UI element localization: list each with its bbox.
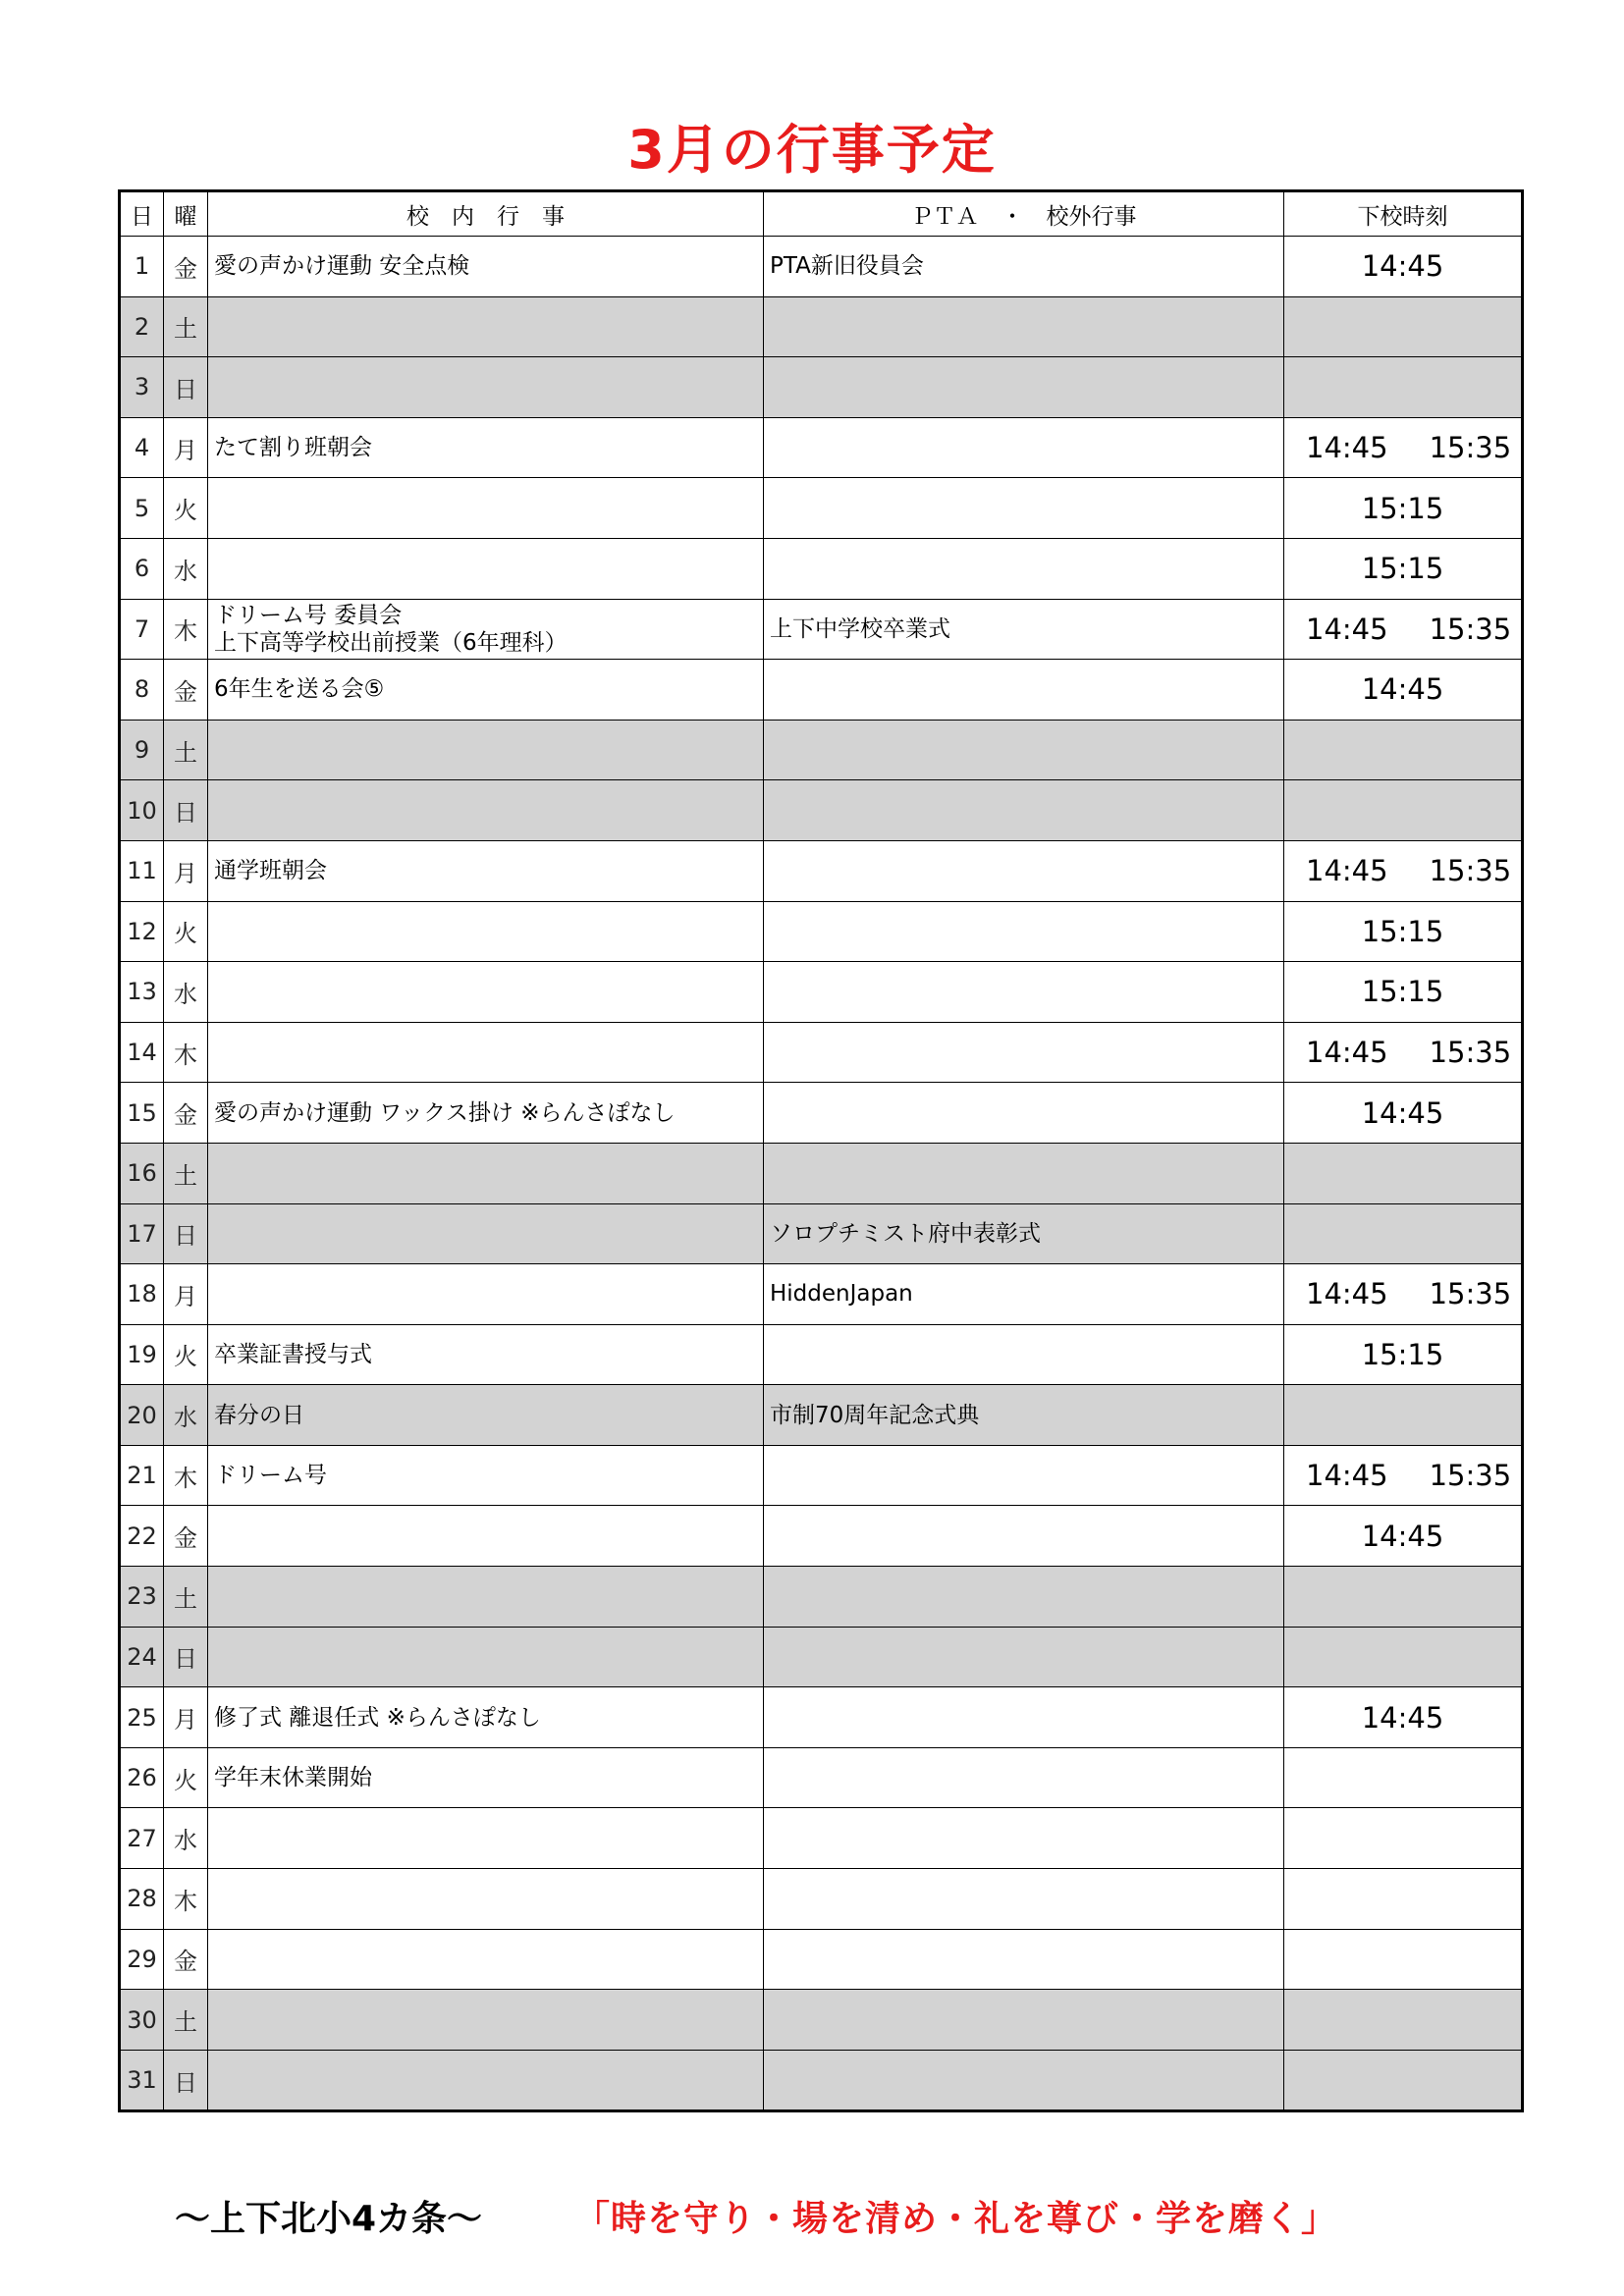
dismissal-time: 14:45 xyxy=(1306,854,1388,888)
footer-motto: 「時を守り・場を清め・礼を尊び・学を磨く」 xyxy=(574,2199,1338,2239)
school-event-text: たて割り班朝会 xyxy=(214,435,372,461)
dismissal-time: 14:45 xyxy=(1306,1277,1388,1311)
pta-event-cell xyxy=(764,901,1284,962)
dismissal-time-cell xyxy=(1284,1506,1523,1567)
school-event-cell xyxy=(208,296,764,357)
school-event-cell xyxy=(208,1022,764,1083)
dismissal-time-cell xyxy=(1284,1869,1523,1930)
day-of-week: 金 xyxy=(164,237,208,297)
table-row xyxy=(120,237,1523,297)
school-event-cell xyxy=(208,2050,764,2111)
table-row xyxy=(120,1445,1523,1506)
table-row xyxy=(120,1385,1523,1446)
pta-event-cell xyxy=(764,1687,1284,1748)
school-event-cell xyxy=(208,1929,764,1990)
table-row xyxy=(120,538,1523,599)
header-pta-events: ＰＴＡ ・ 校外行事 xyxy=(764,191,1284,237)
day-number: 15 xyxy=(120,1083,164,1144)
school-event-cell xyxy=(208,901,764,962)
school-event-cell xyxy=(208,1869,764,1930)
day-of-week: 木 xyxy=(164,1022,208,1083)
dismissal-time-cell xyxy=(1284,1203,1523,1264)
day-number: 1 xyxy=(120,237,164,297)
day-number: 25 xyxy=(120,1687,164,1748)
schedule-table xyxy=(118,189,1524,2112)
dismissal-time: 14:45 xyxy=(1306,1036,1388,1070)
table-row xyxy=(120,1747,1523,1808)
dismissal-time-cell xyxy=(1284,962,1523,1023)
header-dow: 曜 xyxy=(164,191,208,237)
dismissal-time-cell xyxy=(1284,1264,1523,1325)
dismissal-time-cell xyxy=(1284,840,1523,901)
day-of-week: 日 xyxy=(164,1627,208,1687)
day-of-week: 水 xyxy=(164,1385,208,1446)
school-event-cell xyxy=(208,1083,764,1144)
dismissal-time: 14:45 xyxy=(1361,1700,1444,1735)
table-row xyxy=(120,1506,1523,1567)
day-of-week: 土 xyxy=(164,720,208,780)
day-number: 21 xyxy=(120,1445,164,1506)
dismissal-time-cell xyxy=(1284,1324,1523,1385)
school-event-cell xyxy=(208,1506,764,1567)
day-of-week: 火 xyxy=(164,1747,208,1808)
pta-event-cell: PTA新旧役員会 xyxy=(764,237,1284,297)
day-number: 19 xyxy=(120,1324,164,1385)
table-row xyxy=(120,417,1523,478)
day-number: 3 xyxy=(120,357,164,418)
table-row xyxy=(120,1083,1523,1144)
table-row xyxy=(120,1627,1523,1687)
pta-event-cell xyxy=(764,538,1284,599)
school-event-text: 学年末休業開始 xyxy=(214,1765,372,1791)
header-row xyxy=(120,191,1523,237)
dismissal-time-cell xyxy=(1284,478,1523,539)
dismissal-time-cell xyxy=(1284,1445,1523,1506)
day-of-week: 木 xyxy=(164,599,208,660)
pta-event-cell xyxy=(764,1869,1284,1930)
day-of-week: 日 xyxy=(164,357,208,418)
day-of-week: 水 xyxy=(164,538,208,599)
school-event-cell xyxy=(208,1567,764,1628)
day-of-week: 日 xyxy=(164,2050,208,2111)
dismissal-time: 15:35 xyxy=(1429,1277,1512,1311)
school-event-text: 愛の声かけ運動 ワックス掛け ※らんさぽなし xyxy=(214,1099,676,1126)
pta-event-cell: 市制70周年記念式典 xyxy=(764,1385,1284,1446)
dismissal-time: 15:15 xyxy=(1361,491,1444,525)
day-number: 7 xyxy=(120,599,164,660)
pta-event-cell xyxy=(764,478,1284,539)
day-of-week: 月 xyxy=(164,840,208,901)
dismissal-time-cell xyxy=(1284,237,1523,297)
school-event-cell xyxy=(208,417,764,478)
dismissal-time-cell xyxy=(1284,1687,1523,1748)
pta-event-cell: HiddenJapan xyxy=(764,1264,1284,1325)
table-row xyxy=(120,1143,1523,1203)
school-event-text: 上下高等学校出前授業（6年理科） xyxy=(214,629,568,656)
day-of-week: 金 xyxy=(164,660,208,721)
header-dismissal-time: 下校時刻 xyxy=(1284,191,1523,237)
pta-event-cell xyxy=(764,296,1284,357)
table-row xyxy=(120,780,1523,841)
pta-event-cell xyxy=(764,1627,1284,1687)
pta-event-cell xyxy=(764,1022,1284,1083)
pta-event-cell xyxy=(764,1808,1284,1869)
day-of-week: 水 xyxy=(164,962,208,1023)
dismissal-time-cell xyxy=(1284,2050,1523,2111)
dismissal-time-cell xyxy=(1284,901,1523,962)
day-number: 17 xyxy=(120,1203,164,1264)
table-row xyxy=(120,1869,1523,1930)
day-of-week: 火 xyxy=(164,901,208,962)
dismissal-time: 14:45 xyxy=(1306,1459,1388,1493)
day-number: 5 xyxy=(120,478,164,539)
dismissal-time-cell xyxy=(1284,1747,1523,1808)
dismissal-time: 15:35 xyxy=(1429,1459,1512,1493)
day-number: 30 xyxy=(120,1990,164,2051)
school-event-cell xyxy=(208,1808,764,1869)
dismissal-time: 14:45 xyxy=(1361,1519,1444,1553)
day-of-week: 金 xyxy=(164,1506,208,1567)
table-row xyxy=(120,840,1523,901)
day-of-week: 日 xyxy=(164,780,208,841)
dismissal-time-cell xyxy=(1284,720,1523,780)
table-row xyxy=(120,962,1523,1023)
school-event-cell xyxy=(208,1324,764,1385)
dismissal-time: 15:35 xyxy=(1429,854,1512,888)
table-row xyxy=(120,296,1523,357)
school-event-text: 6年生を送る会⑤ xyxy=(214,676,385,703)
dismissal-time-cell xyxy=(1284,780,1523,841)
day-number: 31 xyxy=(120,2050,164,2111)
dismissal-time: 15:35 xyxy=(1429,612,1512,646)
day-number: 22 xyxy=(120,1506,164,1567)
school-event-cell xyxy=(208,599,764,660)
day-number: 26 xyxy=(120,1747,164,1808)
school-event-cell xyxy=(208,478,764,539)
pta-event-cell xyxy=(764,1747,1284,1808)
table-row xyxy=(120,1324,1523,1385)
day-of-week: 木 xyxy=(164,1869,208,1930)
day-number: 12 xyxy=(120,901,164,962)
day-of-week: 火 xyxy=(164,1324,208,1385)
day-number: 8 xyxy=(120,660,164,721)
dismissal-time-cell xyxy=(1284,1567,1523,1628)
pta-event-cell: 上下中学校卒業式 xyxy=(764,599,1284,660)
day-of-week: 月 xyxy=(164,1687,208,1748)
pta-event-cell xyxy=(764,2050,1284,2111)
header-day: 日 xyxy=(120,191,164,237)
dismissal-time-cell xyxy=(1284,1143,1523,1203)
page-title: 3月の行事予定 xyxy=(627,119,997,181)
day-number: 20 xyxy=(120,1385,164,1446)
table-row xyxy=(120,478,1523,539)
table-row xyxy=(120,720,1523,780)
pta-event-cell xyxy=(764,840,1284,901)
dismissal-time-cell xyxy=(1284,357,1523,418)
table-row xyxy=(120,1990,1523,2051)
dismissal-time: 14:45 xyxy=(1361,1095,1444,1130)
day-number: 28 xyxy=(120,1869,164,1930)
table-row xyxy=(120,1567,1523,1628)
dismissal-time: 14:45 xyxy=(1306,612,1388,646)
day-number: 11 xyxy=(120,840,164,901)
pta-event-cell xyxy=(764,417,1284,478)
pta-event-cell xyxy=(764,1083,1284,1144)
table-row xyxy=(120,1929,1523,1990)
table-row xyxy=(120,1687,1523,1748)
dismissal-time-cell xyxy=(1284,1385,1523,1446)
pta-event-cell xyxy=(764,1324,1284,1385)
day-of-week: 土 xyxy=(164,1990,208,2051)
day-of-week: 土 xyxy=(164,1567,208,1628)
day-number: 18 xyxy=(120,1264,164,1325)
day-number: 24 xyxy=(120,1627,164,1687)
school-event-cell xyxy=(208,780,764,841)
day-number: 9 xyxy=(120,720,164,780)
dismissal-time: 14:45 xyxy=(1361,249,1444,284)
day-of-week: 土 xyxy=(164,1143,208,1203)
pta-event-cell xyxy=(764,357,1284,418)
table-row xyxy=(120,660,1523,721)
day-number: 23 xyxy=(120,1567,164,1628)
day-number: 27 xyxy=(120,1808,164,1869)
day-number: 14 xyxy=(120,1022,164,1083)
school-event-cell xyxy=(208,720,764,780)
school-event-cell xyxy=(208,660,764,721)
school-event-cell xyxy=(208,1990,764,2051)
dismissal-time-cell xyxy=(1284,1083,1523,1144)
day-of-week: 月 xyxy=(164,1264,208,1325)
school-event-cell xyxy=(208,962,764,1023)
dismissal-time-cell xyxy=(1284,1990,1523,2051)
dismissal-time-cell xyxy=(1284,660,1523,721)
dismissal-time: 15:15 xyxy=(1361,975,1444,1009)
day-of-week: 日 xyxy=(164,1203,208,1264)
school-event-cell xyxy=(208,1627,764,1687)
table-row xyxy=(120,599,1523,660)
day-of-week: 金 xyxy=(164,1083,208,1144)
pta-event-cell xyxy=(764,1929,1284,1990)
dismissal-time: 14:45 xyxy=(1306,431,1388,465)
day-number: 10 xyxy=(120,780,164,841)
pta-event-cell: ソロプチミスト府中表彰式 xyxy=(764,1203,1284,1264)
header-school-events: 校 内 行 事 xyxy=(208,191,764,237)
pta-event-cell xyxy=(764,720,1284,780)
dismissal-time: 15:15 xyxy=(1361,552,1444,586)
dismissal-time-cell xyxy=(1284,1808,1523,1869)
day-number: 6 xyxy=(120,538,164,599)
school-event-text: 修了式 離退任式 ※らんさぽなし xyxy=(214,1704,541,1731)
school-event-text: ドリーム号 委員会 xyxy=(214,602,403,628)
school-event-text: 卒業証書授与式 xyxy=(214,1341,372,1367)
pta-event-cell xyxy=(764,962,1284,1023)
school-event-cell xyxy=(208,357,764,418)
dismissal-time-cell xyxy=(1284,538,1523,599)
footer-rules-heading: ～上下北小4カ条～ xyxy=(175,2199,483,2239)
dismissal-time-cell xyxy=(1284,1929,1523,1990)
table-row xyxy=(120,1203,1523,1264)
table-row xyxy=(120,901,1523,962)
school-event-cell xyxy=(208,1747,764,1808)
dismissal-time-cell xyxy=(1284,599,1523,660)
pta-event-cell xyxy=(764,1990,1284,2051)
day-of-week: 金 xyxy=(164,1929,208,1990)
table-row xyxy=(120,1022,1523,1083)
table-row xyxy=(120,1808,1523,1869)
table-row xyxy=(120,2050,1523,2111)
pta-event-cell xyxy=(764,780,1284,841)
table-row xyxy=(120,1264,1523,1325)
school-event-cell xyxy=(208,1203,764,1264)
school-event-cell xyxy=(208,1143,764,1203)
dismissal-time: 15:35 xyxy=(1429,1036,1512,1070)
dismissal-time-cell xyxy=(1284,1627,1523,1687)
school-event-cell xyxy=(208,1385,764,1446)
day-of-week: 火 xyxy=(164,478,208,539)
school-event-text: 愛の声かけ運動 安全点検 xyxy=(214,253,470,280)
school-event-text: 通学班朝会 xyxy=(214,858,327,884)
dismissal-time: 15:35 xyxy=(1429,431,1512,465)
day-number: 16 xyxy=(120,1143,164,1203)
dismissal-time: 15:15 xyxy=(1361,1337,1444,1371)
school-event-cell xyxy=(208,1687,764,1748)
day-of-week: 月 xyxy=(164,417,208,478)
school-event-cell xyxy=(208,1445,764,1506)
day-of-week: 水 xyxy=(164,1808,208,1869)
day-of-week: 土 xyxy=(164,296,208,357)
pta-event-cell xyxy=(764,1445,1284,1506)
pta-event-cell xyxy=(764,1143,1284,1203)
school-event-cell xyxy=(208,237,764,297)
day-of-week: 木 xyxy=(164,1445,208,1506)
school-event-cell xyxy=(208,538,764,599)
dismissal-time: 14:45 xyxy=(1361,672,1444,707)
day-number: 29 xyxy=(120,1929,164,1990)
day-number: 4 xyxy=(120,417,164,478)
school-event-cell xyxy=(208,1264,764,1325)
school-event-cell xyxy=(208,840,764,901)
school-event-text: ドリーム号 xyxy=(214,1463,327,1489)
table-row xyxy=(120,357,1523,418)
dismissal-time-cell xyxy=(1284,296,1523,357)
school-event-text: 春分の日 xyxy=(214,1402,304,1428)
pta-event-cell xyxy=(764,660,1284,721)
dismissal-time: 15:15 xyxy=(1361,914,1444,948)
day-number: 13 xyxy=(120,962,164,1023)
dismissal-time-cell xyxy=(1284,417,1523,478)
pta-event-cell xyxy=(764,1506,1284,1567)
day-number: 2 xyxy=(120,296,164,357)
dismissal-time-cell xyxy=(1284,1022,1523,1083)
pta-event-cell xyxy=(764,1567,1284,1628)
